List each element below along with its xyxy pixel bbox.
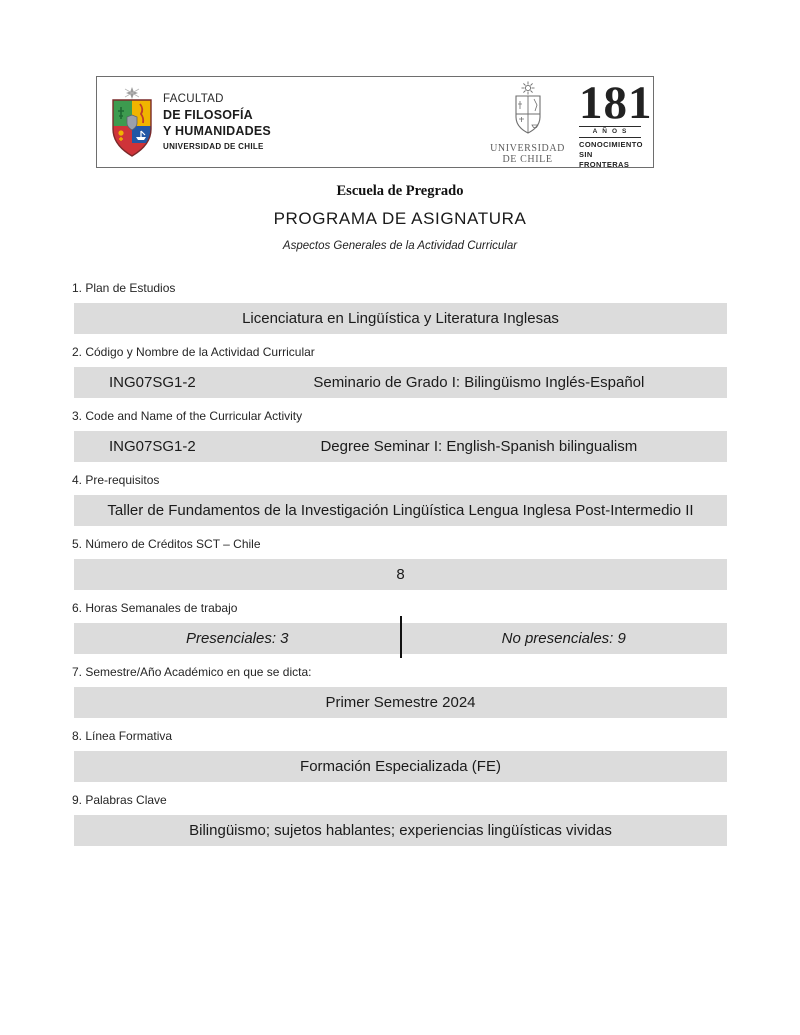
- field-value-box: Licenciatura en Lingüística y Literatura Inglesas: [74, 303, 727, 334]
- field-label: 4. Pre-requisitos: [72, 473, 160, 487]
- field-code-name-english: [74, 409, 727, 462]
- field-value-box: [74, 367, 727, 398]
- document-subtitle: Aspectos Generales de la Actividad Curricular: [282, 240, 518, 252]
- field-plan-de-estudios: [74, 281, 727, 334]
- field-horas-semanales: [74, 601, 727, 654]
- faculty-logo: [110, 87, 271, 157]
- school-name: Escuela de Pregrado: [336, 183, 464, 199]
- field-codigo-nombre: [74, 345, 727, 398]
- field-value-box: Bilingüismo; sujetos hablantes; experiencias lingüísticas vividas: [74, 815, 727, 846]
- field-label: 2. Código y Nombre de la Actividad Curricular: [72, 345, 315, 359]
- anniversary-tagline-2: SIN FRONTERAS: [579, 150, 630, 169]
- anniversary-years-label: AÑOS: [592, 127, 632, 135]
- faculty-name: [163, 91, 271, 153]
- star-icon: [125, 87, 139, 99]
- field-value-box: Taller de Fundamentos de la Investigación Lingüística Lengua Inglesa Post-Intermedio II: [74, 495, 727, 526]
- document-title: PROGRAMA DE ASIGNATURA: [273, 209, 527, 228]
- faculty-line-1: FACULTAD: [163, 93, 224, 105]
- field-label: 5. Número de Créditos SCT – Chile: [72, 537, 261, 551]
- sunburst-icon: [521, 81, 534, 94]
- field-value-box: [74, 623, 727, 654]
- anniversary-mark: [579, 76, 653, 170]
- vertical-divider: [400, 616, 402, 658]
- course-name: Seminario de Grado I: Bilingüismo Inglés-Español: [313, 374, 645, 391]
- faculty-crest-icon: [110, 87, 154, 157]
- field-palabras-clave: [74, 793, 727, 846]
- field-label: 6. Horas Semanales de trabajo: [72, 601, 238, 615]
- form-fields: [74, 281, 727, 857]
- university-name-line-1: UNIVERSIDAD: [490, 142, 565, 154]
- university-name-line-2: DE CHILE: [502, 153, 553, 165]
- divider: [579, 126, 641, 127]
- field-label: 3. Code and Name of the Curricular Activity: [72, 409, 303, 423]
- hours-presencial: Presenciales: 3: [185, 630, 289, 647]
- faculty-line-3: Y HUMANIDADES: [163, 124, 271, 138]
- field-value-box: 8: [74, 559, 727, 590]
- anniversary-tagline-1: CONOCIMIENTO: [579, 139, 643, 149]
- field-semestre: [74, 665, 727, 718]
- anniversary-number: 181: [579, 76, 653, 129]
- field-pre-requisitos: [74, 473, 727, 526]
- university-crest-icon: [508, 81, 548, 143]
- field-creditos-sct: [74, 537, 727, 590]
- university-logo: [490, 81, 565, 165]
- course-code: ING07SG1-2: [109, 374, 196, 391]
- field-value-box: Primer Semestre 2024: [74, 687, 727, 718]
- course-name: Degree Seminar I: English-Spanish bilingualism: [320, 438, 638, 455]
- field-value-box: Formación Especializada (FE): [74, 751, 727, 782]
- letterhead: [96, 76, 654, 168]
- field-label: 9. Palabras Clave: [72, 793, 167, 807]
- course-code: ING07SG1-2: [109, 438, 196, 455]
- title-block: [0, 183, 800, 252]
- university-logo-group: [490, 75, 653, 170]
- faculty-line-2: DE FILOSOFÍA: [163, 108, 253, 122]
- divider: [579, 137, 641, 138]
- field-label: 1. Plan de Estudios: [72, 281, 176, 295]
- faculty-line-4: UNIVERSIDAD DE CHILE: [163, 142, 264, 151]
- field-label: 8. Línea Formativa: [72, 729, 173, 743]
- field-linea-formativa: [74, 729, 727, 782]
- hours-no-presencial: No presenciales: 9: [501, 630, 626, 647]
- field-label: 7. Semestre/Año Académico en que se dicta:: [72, 665, 312, 679]
- field-value-box: [74, 431, 727, 462]
